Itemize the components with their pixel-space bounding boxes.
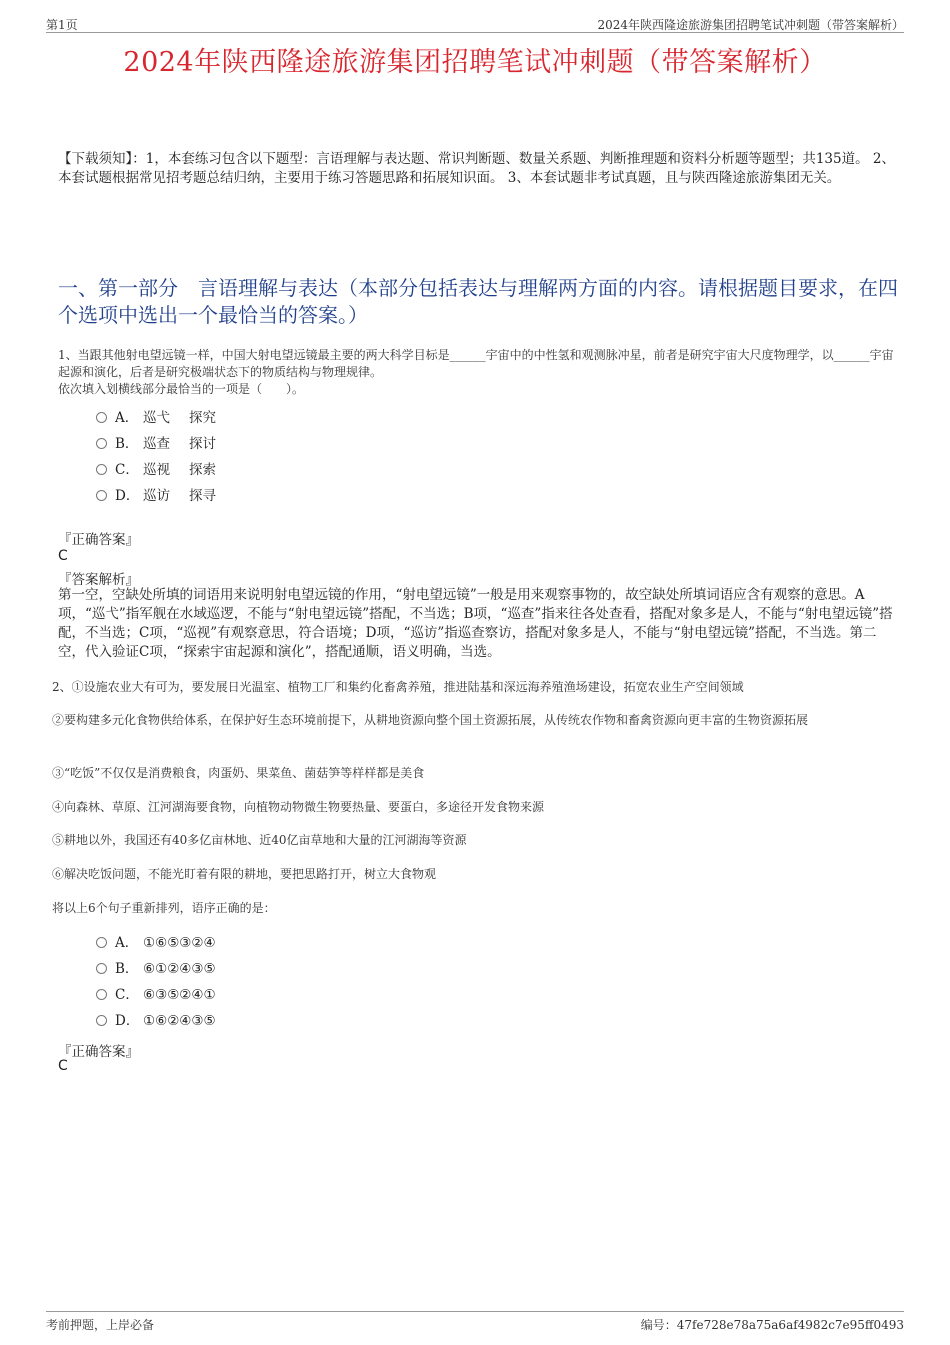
option-d[interactable]: D． 巡访 探寻	[96, 483, 216, 509]
answer-value: C	[58, 1058, 68, 1074]
question-2-sentence: ⑤耕地以外，我国还有40多亿亩林地、近40亿亩草地和大量的江河湖海等资源	[52, 833, 467, 847]
radio-icon[interactable]	[96, 490, 107, 501]
radio-icon[interactable]	[96, 438, 107, 449]
section-title: 一、第一部分 言语理解与表达（本部分包括表达与理解两方面的内容。请根据题目要求，在四个选项中选出一个最恰当的答案。）	[58, 276, 898, 327]
question-2-prompt: 将以上6个句子重新排列，语序正确的是：	[52, 901, 276, 915]
answer-label: 『正确答案』	[58, 1044, 139, 1060]
answer-label: 『正确答案』	[58, 532, 139, 548]
download-notice: 【下载须知】：1，本套练习包含以下题型：言语理解与表达题、常识判断题、数量关系题、判断推理题和资料分析题等题型；共135道。 2、本套试题根据常见招考题总结归纳，主要用于练习答题思路和拓展知识面。 3、本套试题非考试真题，且与陕西隆途旅游集团无关。	[58, 151, 895, 186]
option-d[interactable]: D． ①⑥②④③⑤	[96, 1008, 216, 1034]
answer-analysis: 第一空，空缺处所填的词语用来说明射电望远镜的作用，“射电望远镜”一般是用来观察事物的，故空缺处所填词语应含有观察的意思。A项，“巡弋”指军舰在水域巡逻，不能与“射电望远镜”搭配，不当选；B项，“巡查”指来往各处查看，搭配对象多是人，不能与“射电望远镜”搭配，不当选；C项，“巡视”有观察意思，符合语境；D项，“巡访”指巡查察访，搭配对象多是人，不能与“射电望远镜”搭配，不当选。第二空，代入验证C项，“探索宇宙起源和演化”，搭配通顺，语义明确，当选。	[58, 587, 893, 660]
option-c[interactable]: C． 巡视 探索	[96, 457, 216, 483]
document-title: 2024年陕西隆途旅游集团招聘笔试冲刺题（带答案解析）	[123, 47, 827, 78]
question-2-sentence: ⑥解决吃饭问题，不能光盯着有限的耕地，要把思路打开，树立大食物观	[52, 867, 437, 881]
page-number: 第1页	[46, 18, 78, 32]
question-1-options	[96, 405, 216, 509]
question-1	[58, 347, 898, 398]
answer-value: C	[58, 548, 68, 564]
header-doc-title: 2024年陕西隆途旅游集团招聘笔试冲刺题（带答案解析）	[597, 18, 904, 32]
question-2-sentence: ④向森林、草原、江河湖海要食物，向植物动物微生物要热量、要蛋白，多途径开发食物来源	[52, 800, 545, 814]
radio-icon[interactable]	[96, 1015, 107, 1026]
question-1-prompt: 依次填入划横线部分最恰当的一项是（ ）。	[58, 382, 305, 396]
question-2-sentence: ②要构建多元化食物供给体系，在保护好生态环境前提下，从耕地资源向整个国土资源拓展，从传统农作物和畜禽资源向更丰富的生物资源拓展	[52, 713, 809, 727]
footer-serial: 编号：47fe728e78a75a6af4982c7e95ff0493	[640, 1318, 904, 1332]
option-c[interactable]: C． ⑥③⑤②④①	[96, 982, 216, 1008]
analysis-label: 『答案解析』	[58, 572, 139, 588]
radio-icon[interactable]	[96, 937, 107, 948]
radio-icon[interactable]	[96, 963, 107, 974]
option-a[interactable]: A． ①⑥⑤③②④	[96, 930, 216, 956]
question-2-sentence: ③“吃饭”不仅仅是消费粮食，肉蛋奶、果菜鱼、菌菇笋等样样都是美食	[52, 766, 425, 780]
page-header	[46, 14, 904, 33]
page-footer	[46, 1311, 904, 1334]
footer-slogan: 考前押题，上岸必备	[46, 1318, 155, 1332]
question-2-sentence: 2、①设施农业大有可为，要发展日光温室、植物工厂和集约化畜禽养殖，推进陆基和深远海养殖渔场建设，拓宽农业生产空间领域	[52, 680, 744, 694]
radio-icon[interactable]	[96, 989, 107, 1000]
question-1-stem: 1、当跟其他射电望远镜一样，中国大射电望远镜最主要的两大科学目标是______宇宙中的中性氢和观测脉冲星，前者是研究宇宙大尺度物理学，以______宇宙起源和演化，后者是研究极端状态下的物质结构与物理规律。	[58, 348, 894, 379]
option-b[interactable]: B． ⑥①②④③⑤	[96, 956, 216, 982]
option-b[interactable]: B． 巡查 探讨	[96, 431, 216, 457]
option-a[interactable]: A． 巡弋 探究	[96, 405, 216, 431]
radio-icon[interactable]	[96, 412, 107, 423]
radio-icon[interactable]	[96, 464, 107, 475]
question-2-options	[96, 930, 216, 1034]
